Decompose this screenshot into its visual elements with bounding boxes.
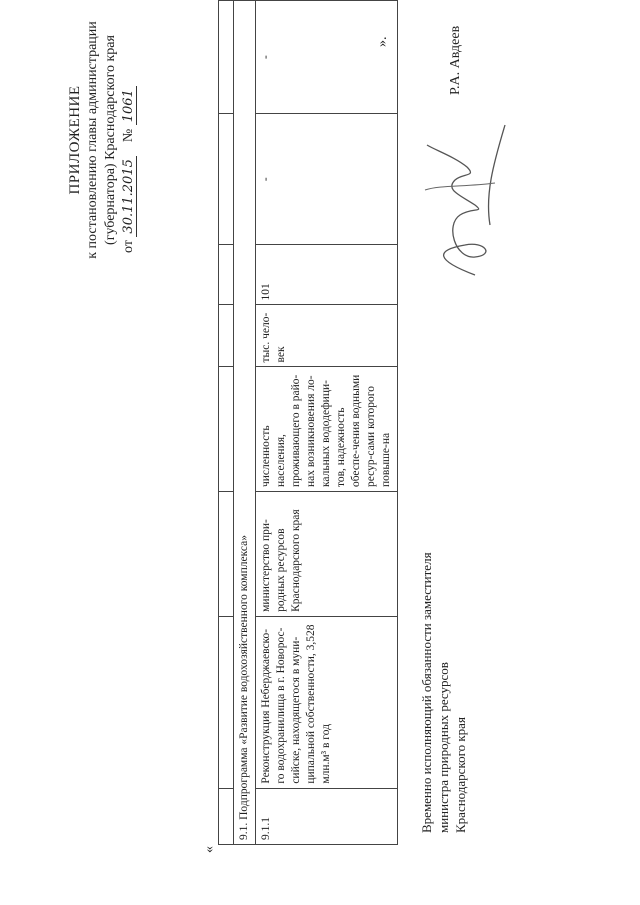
signer-position-line-1: Временно исполняющий обязанности заместителя bbox=[419, 552, 434, 833]
row-col8: - bbox=[256, 1, 398, 114]
closing-quote: ». bbox=[375, 36, 390, 47]
subprogram-title: 9.1. Подпрограмма «Развитие водохозяйственного комплекса» bbox=[234, 1, 256, 845]
row-col7: - bbox=[256, 114, 398, 245]
row-description: Реконструкция Неберджаевско-го водохранилища в г. Новорос-сийске, находящегося в муни-ципальной собственности, 3,528 млн.м³ в год bbox=[256, 616, 398, 788]
opening-quote: « bbox=[202, 846, 217, 853]
row-indicator: численность населения, проживающего в райо-нах возникновения ло-кальных вододефици-тов, надежность обеспе-чения водными ресур-сами которого повыше-на bbox=[256, 367, 398, 492]
table-row bbox=[256, 1, 398, 845]
number-prefix: № bbox=[121, 128, 136, 143]
signer-position-line-3: Краснодарского края bbox=[453, 717, 468, 833]
signer-name: Р.А. Авдеев bbox=[448, 25, 463, 95]
table-top-row bbox=[219, 1, 234, 845]
handwritten-signature bbox=[405, 115, 515, 285]
subprogram-row bbox=[234, 1, 256, 845]
appendix-title: ПРИЛОЖЕНИЕ bbox=[67, 85, 83, 195]
signature-block bbox=[418, 453, 469, 833]
header-line-1: к постановлению главы администрации bbox=[85, 21, 100, 259]
row-value: 101 bbox=[256, 245, 398, 305]
number-value: 1061 bbox=[121, 86, 137, 125]
row-responsible: министерство при-родных ресурсов Краснодарского края bbox=[256, 492, 398, 617]
row-code: 9.1.1 bbox=[256, 788, 398, 844]
program-table bbox=[218, 0, 398, 845]
date-value: 30.11.2015 bbox=[121, 156, 137, 236]
signer-position-line-2: министра природных ресурсов bbox=[436, 662, 451, 833]
header-line-2: (губернатора) Краснодарского края bbox=[103, 35, 118, 245]
appendix-header bbox=[66, 15, 138, 265]
header-date-line bbox=[120, 15, 138, 265]
date-prefix: от bbox=[121, 240, 136, 253]
row-unit: тыс. чело-век bbox=[256, 305, 398, 367]
